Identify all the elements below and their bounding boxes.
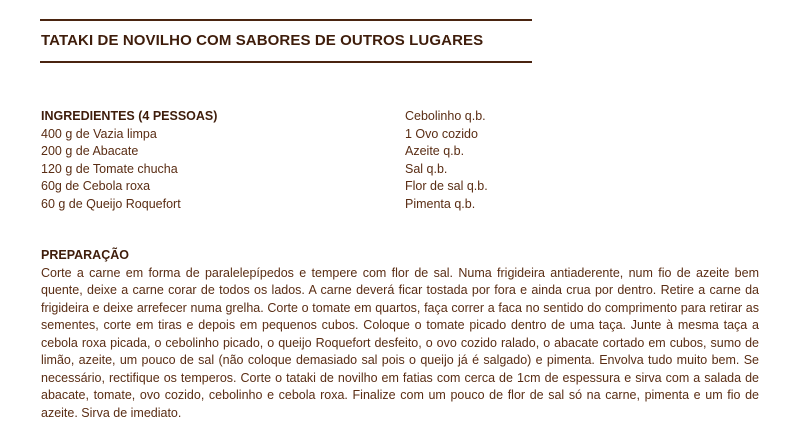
- ingredients-heading: INGREDIENTES (4 PESSOAS): [41, 109, 218, 123]
- preparation-text: Corte a carne em forma de paralelepípedos e tempere com flor de sal. Numa frigideira antiaderente, num fio de azeite bem quente, deixe a carne corar de todos os lados. A carne deverá ficar tostada por fora e ainda crua por dentro. Retire a carne da frigideira e deixe arrefecer numa grelha. Corte o tomate em quartos, faça correr a faca no sentido do comprimento para retirar as sementes, corte em tiras e depois em pequenos cubos. Coloque o tomate picado dentro de uma taça. Junte à mesma taça a cebola roxa picada, o cebolinho picado, o queijo Roquefort desfeito, o ovo cozido ralado, o abacate cortado em cubos, sumo de limão, azeite, um pouco de sal (não coloque demasiado sal pois o queijo já é salgado) e pimenta. Envolva tudo muito bem. Se necessário, rectifique os temperos. Corte o tataki de novilho em fatias com cerca de 1cm de espessura e sirva com a salada de abacate, tomate, ovo cozido, cebolinho e cebola roxa. Finalize com um pouco de flor de sal só na carne, pimenta e um fio de azeite. Sirva de imediato.: [41, 265, 759, 420]
- ingredient-item: 60g de Cebola roxa: [41, 179, 151, 193]
- title-bottom-rule: [40, 61, 532, 63]
- ingredient-item: 200 g de Abacate: [41, 144, 139, 158]
- ingredients-list-right: [405, 108, 488, 213]
- ingredient-item: 1 Ovo cozido: [405, 126, 478, 141]
- ingredient-item: 400 g de Vazia limpa: [41, 126, 157, 141]
- ingredient-item: 60 g de Queijo Roquefort: [41, 196, 181, 211]
- ingredients-section-right: [405, 108, 488, 213]
- recipe-title: TATAKI DE NOVILHO COM SABORES DE OUTROS LUGARES: [41, 32, 484, 49]
- ingredient-item: Pimenta q.b.: [405, 196, 476, 211]
- preparation-heading: PREPARAÇÃO: [41, 248, 129, 262]
- ingredient-item: Azeite q.b.: [405, 144, 465, 158]
- ingredients-list-left: [41, 126, 217, 214]
- title-top-rule: [40, 19, 532, 21]
- ingredient-item: Cebolinho q.b.: [405, 109, 486, 123]
- ingredient-item: Sal q.b.: [405, 161, 448, 176]
- ingredient-item: 120 g de Tomate chucha: [41, 161, 178, 176]
- preparation-section: [41, 247, 759, 422]
- ingredients-section: [41, 108, 217, 213]
- ingredient-item: Flor de sal q.b.: [405, 179, 488, 193]
